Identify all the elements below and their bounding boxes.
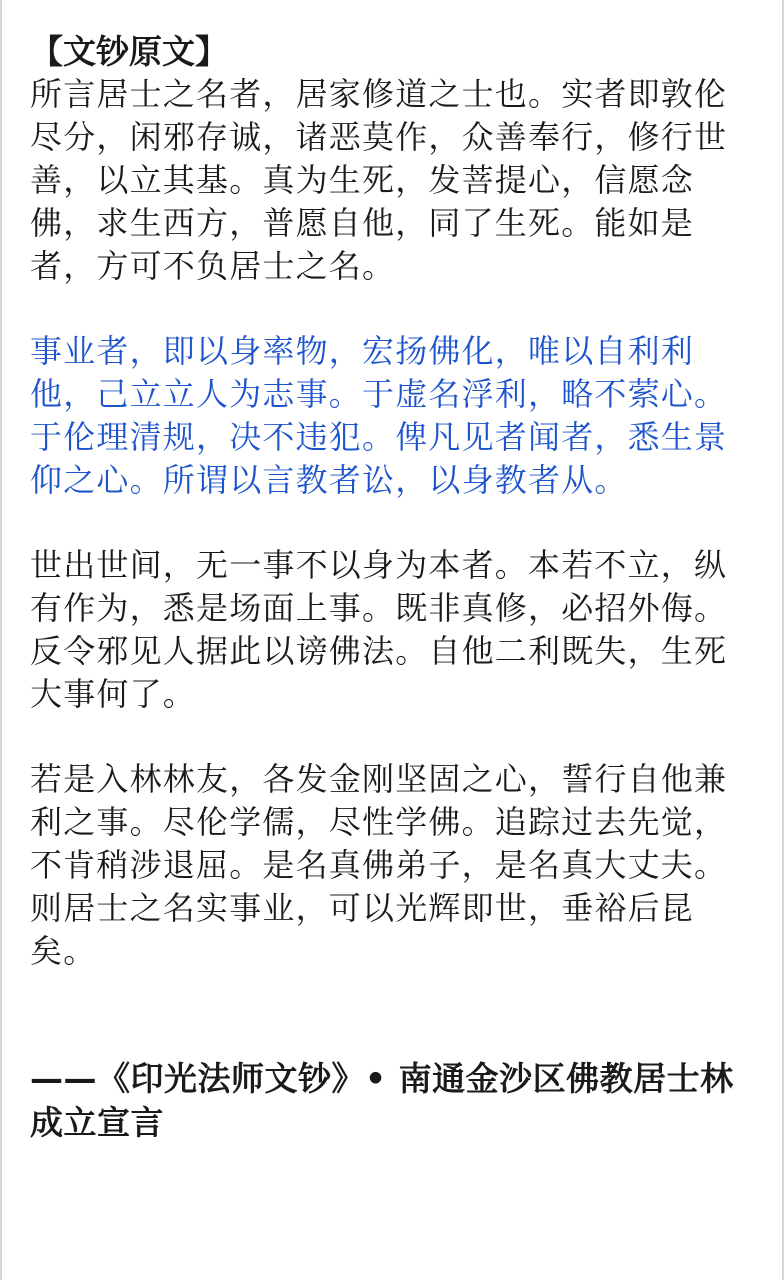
paragraph-gap [30,288,760,330]
source-citation: ——《印光法师文钞》• 南通金沙区佛教居士林成立宣言 [30,1059,734,1142]
paragraph-3: 世出世间，无一事不以身为本者。本若不立，纵有作为，悉是场面上事。既非真修，必招外侮。反令邪见人据此以谤佛法。自他二利既失，生死大事何了。 [30,546,728,713]
paragraph-1: 所言居士之名者，居家修道之士也。实者即敦伦尽分，闲邪存诚，诸恶莫作，众善奉行，修行世善，以立其基。真为生死，发菩提心，信愿念佛，求生西方，普愿自他，同了生死。能如是者，方可不负居士之名。 [30,75,728,285]
paragraph-gap [30,502,760,544]
section-heading: 【文钞原文】 [30,32,228,71]
paragraph-4: 若是入林林友，各发金刚坚固之心，誓行自他兼利之事。尽伦学儒，尽性学佛。追踪过去先觉，不肯稍涉退屈。是名真佛弟子，是名真大丈夫。则居士之名实事业，可以光辉即世，垂裕后昆矣。 [30,760,728,970]
article [30,30,760,1145]
paragraph-gap [30,973,760,1057]
paragraph-2-highlighted: 事业者，即以身率物，宏扬佛化，唯以自利利他，己立立人为志事。于虚名浮利，略不萦心。于伦理清规，决不违犯。俾凡见者闻者，悉生景仰之心。所谓以言教者讼，以身教者从。 [30,332,728,499]
paragraph-gap [30,716,760,758]
